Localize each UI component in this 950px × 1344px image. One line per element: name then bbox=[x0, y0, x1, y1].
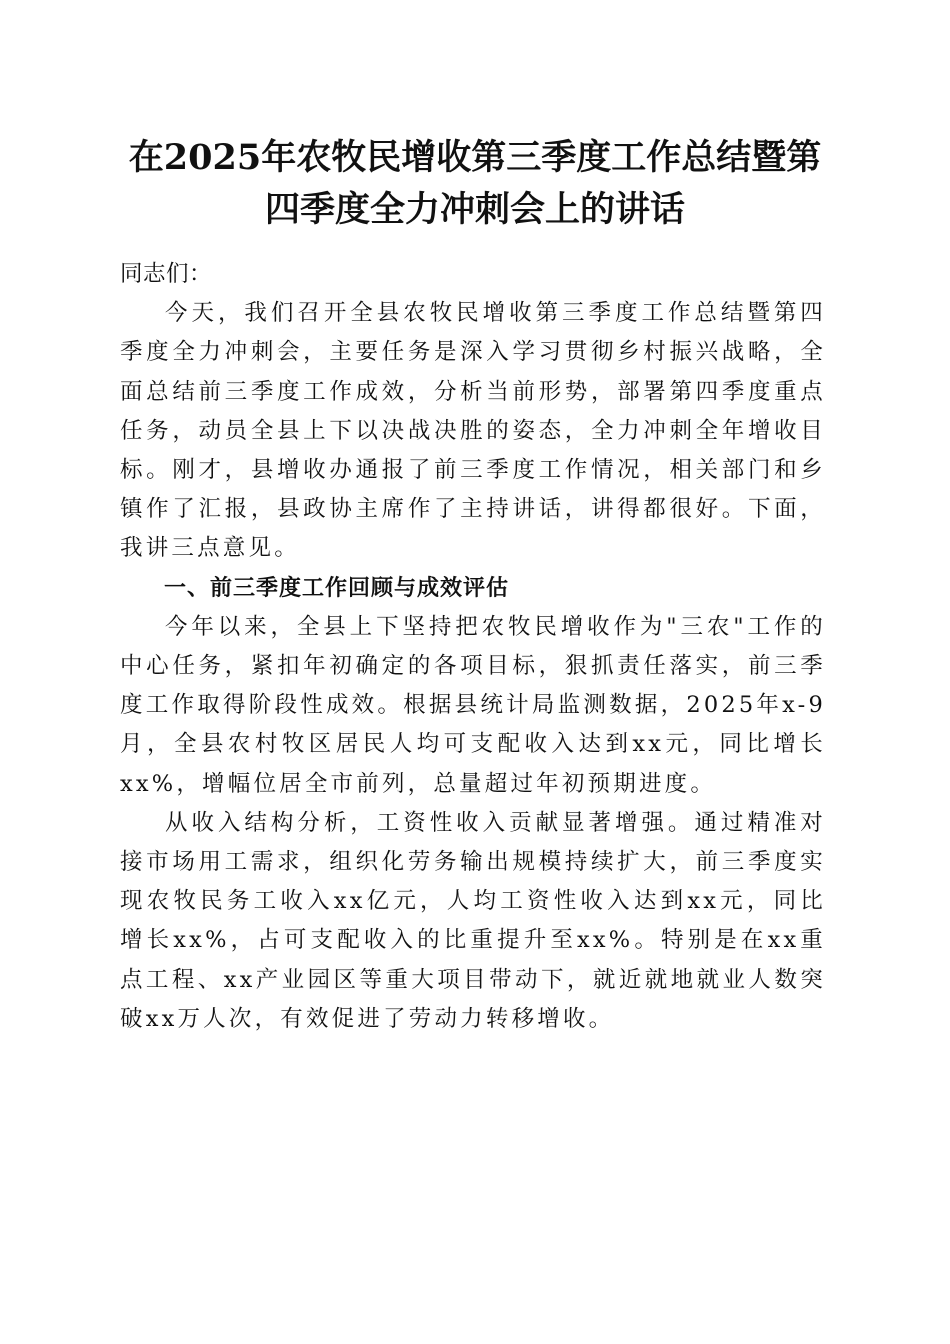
document-title bbox=[120, 132, 830, 236]
section1-paragraph-2: 从收入结构分析，工资性收入贡献显著增强。通过精准对接市场用工需求，组织化劳务输出规模持续扩大，前三季度实现农牧民务工收入xx亿元，人均工资性收入达到xx元，同比增长xx%，占可支配收入的比重提升至xx%。特别是在xx重点工程、xx产业园区等重大项目带动下，就近就地就业人数突破xx万人次，有效促进了劳动力转移增收。 bbox=[120, 809, 826, 1032]
title-line-1: 在2025年农牧民增收第三季度工作总结暨第 bbox=[128, 137, 822, 178]
salutation: 同志们： bbox=[120, 261, 213, 287]
title-line-2: 四季度全力冲刺会上的讲话 bbox=[264, 189, 685, 230]
section-heading-1: 一、前三季度工作回顾与成效评估 bbox=[164, 575, 510, 601]
section1-paragraph-1: 今年以来，全县上下坚持把农牧民增收作为"三农"工作的中心任务，紧扣年初确定的各项目标，狠抓责任落实，前三季度工作取得阶段性成效。根据县统计局监测数据，2025年x-9月，全县农村牧区居民人均可支配收入达到xx元，同比增长xx%，增幅位居全市前列，总量超过年初预期进度。 bbox=[120, 613, 826, 797]
document-body bbox=[120, 255, 826, 1039]
intro-paragraph: 今天，我们召开全县农牧民增收第三季度工作总结暨第四季度全力冲刺会，主要任务是深入学习贯彻乡村振兴战略，全面总结前三季度工作成效，分析当前形势，部署第四季度重点任务，动员全县上下以决战决胜的姿态，全力冲刺全年增收目标。刚才，县增收办通报了前三季度工作情况，相关部门和乡镇作了汇报，县政协主席作了主持讲话，讲得都很好。下面，我讲三点意见。 bbox=[120, 300, 826, 562]
